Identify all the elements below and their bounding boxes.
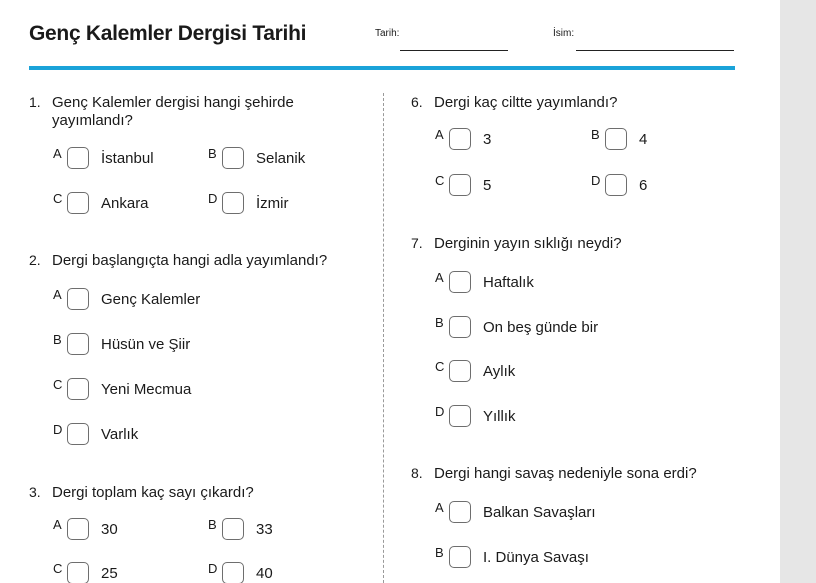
option-text: Balkan Savaşları (483, 504, 596, 521)
option-letter: A (53, 146, 62, 161)
option-text: Selanik (256, 150, 306, 167)
answer-checkbox[interactable] (67, 518, 89, 540)
option-text: Yeni Mecmua (101, 381, 192, 398)
option-letter: D (208, 191, 218, 206)
option-6b[interactable] (591, 127, 691, 153)
option-letter: C (53, 377, 63, 392)
viewer-background (780, 0, 816, 583)
option-text: Varlık (101, 426, 139, 443)
question-number: 3. (29, 484, 41, 500)
question-number: 6. (411, 94, 423, 110)
option-text: Ankara (101, 195, 149, 212)
option-letter: A (53, 287, 62, 302)
answer-checkbox[interactable] (67, 192, 89, 214)
option-letter: B (435, 315, 444, 330)
option-letter: A (435, 270, 444, 285)
option-2a[interactable] (53, 287, 253, 313)
option-6c[interactable] (435, 173, 535, 199)
option-letter: C (53, 561, 63, 576)
option-text: İzmir (256, 195, 289, 212)
option-letter: C (53, 191, 63, 206)
option-letter: C (435, 173, 445, 188)
option-letter: B (208, 146, 217, 161)
option-letter: B (591, 127, 600, 142)
question-text: Dergi kaç ciltte yayımlandı? (434, 94, 618, 111)
answer-checkbox[interactable] (67, 562, 89, 583)
option-text: 33 (256, 521, 273, 538)
option-letter: D (435, 404, 445, 419)
answer-checkbox[interactable] (449, 316, 471, 338)
option-8b[interactable] (435, 545, 655, 571)
question-text: Dergi toplam kaç sayı çıkardı? (52, 484, 254, 501)
answer-checkbox[interactable] (67, 333, 89, 355)
date-label: Tarih: (375, 28, 400, 39)
option-text: 5 (483, 177, 492, 194)
option-3b[interactable] (208, 517, 338, 543)
answer-checkbox[interactable] (222, 562, 244, 583)
name-label: İsim: (553, 28, 575, 39)
option-7b[interactable] (435, 315, 655, 341)
answer-checkbox[interactable] (222, 192, 244, 214)
question-number: 1. (29, 94, 41, 110)
option-7a[interactable] (435, 270, 655, 296)
question-number: 7. (411, 235, 423, 251)
answer-checkbox[interactable] (222, 147, 244, 169)
option-text: 25 (101, 565, 118, 582)
option-6a[interactable] (435, 127, 535, 153)
option-8a[interactable] (435, 500, 655, 526)
question-number: 2. (29, 252, 41, 268)
question-text-cont: yayımlandı? (52, 112, 133, 129)
header-divider (29, 66, 735, 70)
option-7c[interactable] (435, 359, 655, 385)
option-1b[interactable] (208, 146, 338, 172)
option-text: Yıllık (483, 408, 516, 425)
page-title: Genç Kalemler Dergisi Tarihi (29, 22, 307, 45)
answer-checkbox[interactable] (67, 288, 89, 310)
option-letter: B (208, 517, 217, 532)
option-3c[interactable] (53, 561, 183, 583)
question-text: Dergi hangi savaş nedeniyle sona erdi? (434, 465, 697, 482)
option-text: 4 (639, 131, 648, 148)
option-text: 6 (639, 177, 648, 194)
option-text: İstanbul (101, 150, 154, 167)
option-letter: B (53, 332, 62, 347)
answer-checkbox[interactable] (449, 128, 471, 150)
option-text: 40 (256, 565, 273, 582)
answer-checkbox[interactable] (449, 360, 471, 382)
option-text: I. Dünya Savaşı (483, 549, 589, 566)
question-text: Derginin yayın sıklığı neydi? (434, 235, 622, 252)
option-text: Haftalık (483, 274, 534, 291)
answer-checkbox[interactable] (449, 271, 471, 293)
answer-checkbox[interactable] (67, 423, 89, 445)
option-text: Aylık (483, 363, 516, 380)
name-field[interactable] (576, 50, 734, 51)
question-text: Dergi başlangıçta hangi adla yayımlandı? (52, 252, 328, 269)
option-1c[interactable] (53, 191, 183, 217)
option-letter: A (435, 500, 444, 515)
option-2d[interactable] (53, 422, 253, 448)
option-6d[interactable] (591, 173, 691, 199)
date-field[interactable] (400, 50, 508, 51)
option-text: 30 (101, 521, 118, 538)
option-letter: A (53, 517, 62, 532)
question-number: 8. (411, 465, 423, 481)
option-3a[interactable] (53, 517, 183, 543)
option-text: 3 (483, 131, 492, 148)
option-letter: C (435, 359, 445, 374)
option-letter: D (208, 561, 218, 576)
option-letter: A (435, 127, 444, 142)
option-text: Genç Kalemler (101, 291, 201, 308)
answer-checkbox[interactable] (67, 147, 89, 169)
column-divider (383, 93, 384, 583)
answer-checkbox[interactable] (449, 546, 471, 568)
answer-checkbox[interactable] (605, 128, 627, 150)
option-text: On beş günde bir (483, 319, 599, 336)
answer-checkbox[interactable] (605, 174, 627, 196)
option-letter: D (591, 173, 601, 188)
option-2b[interactable] (53, 332, 253, 358)
option-1d[interactable] (208, 191, 338, 217)
option-3d[interactable] (208, 561, 338, 583)
answer-checkbox[interactable] (449, 501, 471, 523)
option-text: Hüsün ve Şiir (101, 336, 191, 353)
option-1a[interactable] (53, 146, 183, 172)
option-7d[interactable] (435, 404, 655, 430)
answer-checkbox[interactable] (67, 378, 89, 400)
answer-checkbox[interactable] (449, 174, 471, 196)
answer-checkbox[interactable] (449, 405, 471, 427)
answer-checkbox[interactable] (222, 518, 244, 540)
option-2c[interactable] (53, 377, 253, 403)
option-letter: B (435, 545, 444, 560)
option-letter: D (53, 422, 63, 437)
question-text: Genç Kalemler dergisi hangi şehirde (52, 94, 294, 111)
